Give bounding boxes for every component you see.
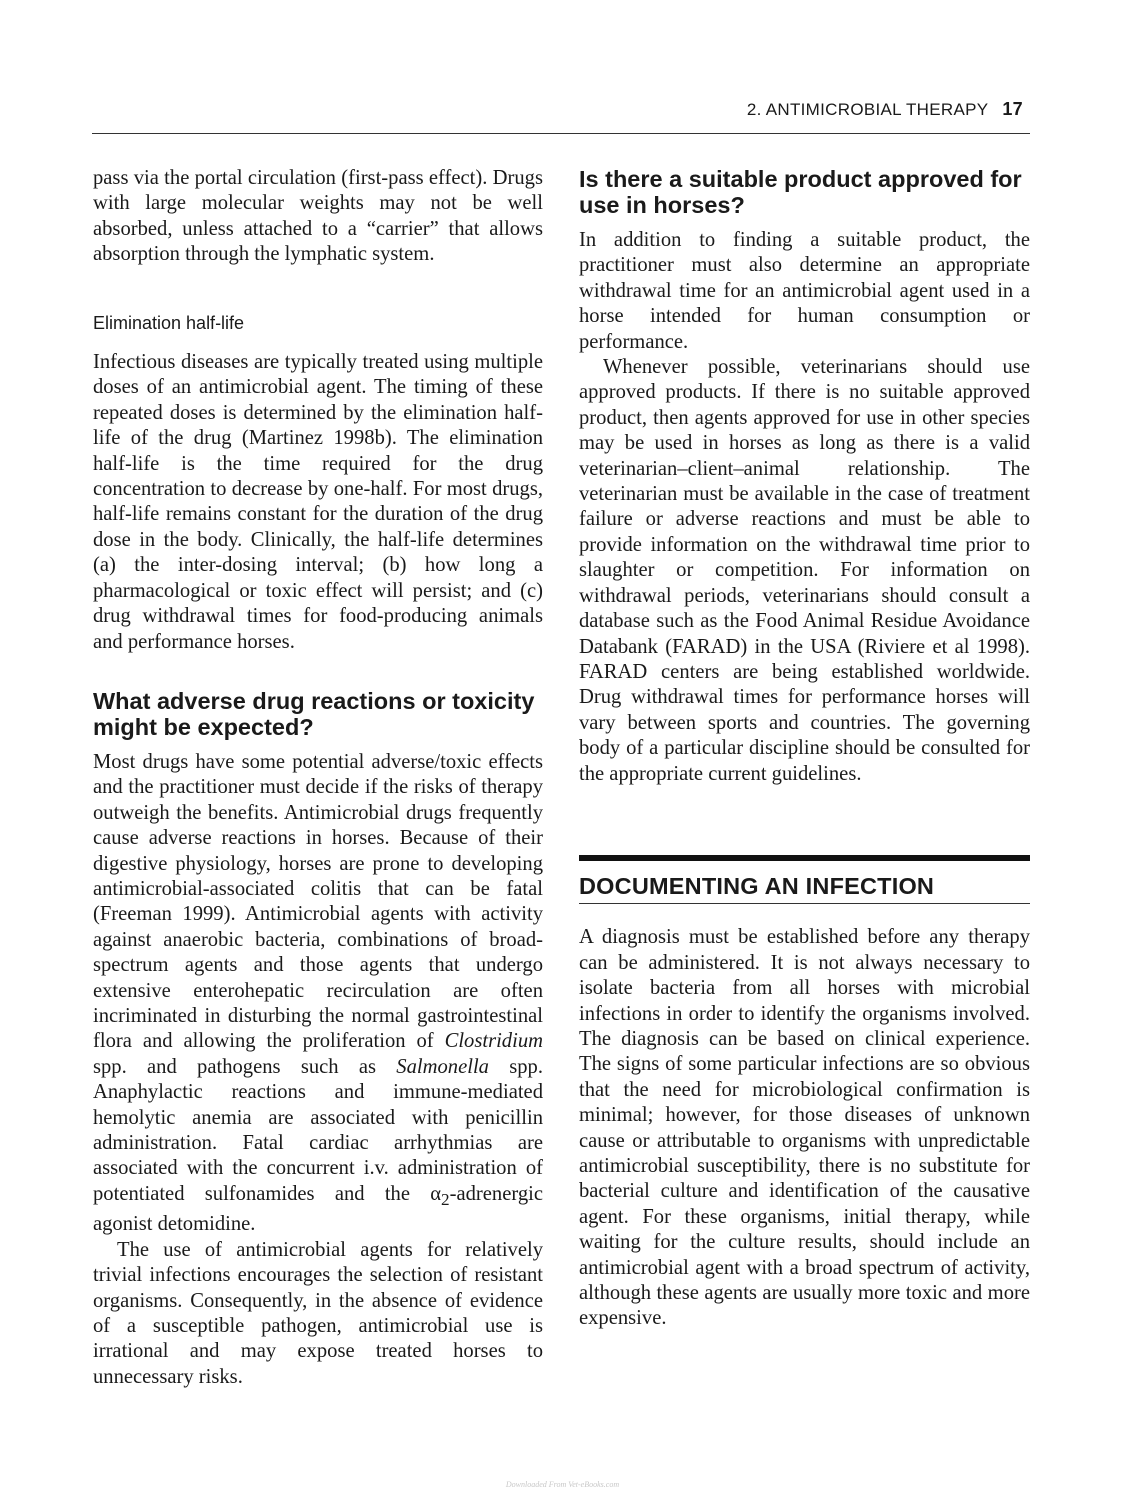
adverse-paragraph-1: Most drugs have some potential adverse/toxic effects and the practitioner must decide if the risks of therapy outweigh the benefits. Antimicrobial drugs frequently cause adverse reactions in horses. Because of their digestive physiology, horses are prone to developing antimicrobial-associated colitis that can be fatal (Freeman 1999). Antimicrobial agents with activity against anaerobic bacteria, combinations of broad-spectrum agents and those agents that undergo extensive enterohepatic recirculation are often incriminated in disturbing the normal gastrointestinal flora and allowing the proliferation of Clostridium spp. and pathogens such as Salmonella spp. Anaphylactic reactions and immune-mediated hemolytic anemia are associated with penicillin administration. Fatal cardiac arrhythmias are associated with the concurrent i.v. administration of potentiated sulfonamides and the $\alpha_2$-adrenergic agonist detomidine.	[93, 750, 544, 1236]
section-title: DOCUMENTING AN INFECTION	[579, 872, 935, 899]
section-thick-rule	[579, 855, 1030, 861]
alpha-subscript: 2	[441, 1189, 450, 1209]
right-column	[579, 166, 1030, 1332]
adverse-paragraph-2: The use of antimicrobial agents for relatively trivial infections encourages the selection of resistant organisms. Consequently, in the absence of evidence of a susceptible pathogen, antimicrobial use is irrational and may expose treated horses to unnecessary risks.	[93, 1238, 543, 1388]
genus-clostridium: Clostridium	[444, 1030, 543, 1053]
running-title: 2. ANTIMICROBIAL THERAPY	[746, 100, 989, 119]
subheading-elimination-half-life: Elimination half-life	[93, 312, 245, 333]
header-rule	[92, 133, 1030, 134]
section-documenting-infection	[579, 855, 1030, 1332]
half-life-paragraph: Infectious diseases are typically treated using multiple doses of an antimicrobial agent. The timing of these repeated doses is determined by the elimination half-life of the drug (Martinez 1998b). The elimination half-life is the time required for the drug concentration to decrease by one-half. For most drugs, half-life remains constant for the duration of the drug dose in the body. Clinically, the half-life determines (a) the inter-dosing interval; (b) how long a pharmacological or toxic effect will persist; and (c) drug withdrawal times for food-producing animals and performance horses.	[93, 351, 543, 653]
heading-adverse-reactions: What adverse drug reactions or toxicity might be expected?	[93, 687, 535, 740]
product-paragraph-2: Whenever possible, veterinarians should use approved products. If there is no suitable approved product, then agents approved for use in other species may be used in horses as long as there is a valid veterinarian–client–animal relationship. The veterinarian must be available in the case of treatment failure or adverse reactions and must be able to provide information on the withdrawal time prior to slaughter or competition. For information on withdrawal periods, veterinarians should consult a database such as the Food Animal Residue Avoidance Databank (FARAD) in the USA (Riviere et al 1998). FARAD centers are being established worldwide. Drug withdrawal times for performance horses will vary between sports and countries. The governing body of a particular discipline should be consulted for the appropriate current guidelines.	[579, 356, 1030, 785]
section-thin-rule	[579, 903, 1030, 904]
page-number: 17	[1002, 99, 1023, 119]
product-paragraph-1: In addition to finding a suitable product, the practitioner must also determine an appropriate withdrawal time for an antimicrobial agent used in a horse intended for human consumption or performance.	[579, 229, 1030, 353]
heading-suitable-product: Is there a suitable product approved for use in horses?	[579, 166, 1022, 218]
intro-paragraph: pass via the portal circulation (first-pass effect). Drugs with large molecular weights may not be well absorbed, unless attached to a “carrier” that allows absorption through the lymphatic system.	[93, 167, 543, 266]
watermark-footer: Downloaded From Vet-eBooks.com	[505, 1480, 620, 1489]
running-header	[747, 99, 1023, 120]
genus-salmonella: Salmonella	[396, 1055, 489, 1078]
documenting-paragraph: A diagnosis must be established before any therapy can be administered. It is not always necessary to isolate bacteria from all horses with microbial infections in order to identify the organisms involved. The diagnosis can be based on clinical experience. The signs of some particular infections are so obvious that the need for microbiological confirmation is minimal; however, for those diseases of unknown cause or attributable to organisms with unpredictable antimicrobial susceptibility, there is no substitute for bacterial culture and identification of the causative agent. For these organisms, initial therapy, while waiting for the culture results, should include an antimicrobial agent with a broad spectrum of activity, although these agents are usually more toxic and more expensive.	[579, 926, 1030, 1330]
left-column	[93, 166, 543, 1390]
